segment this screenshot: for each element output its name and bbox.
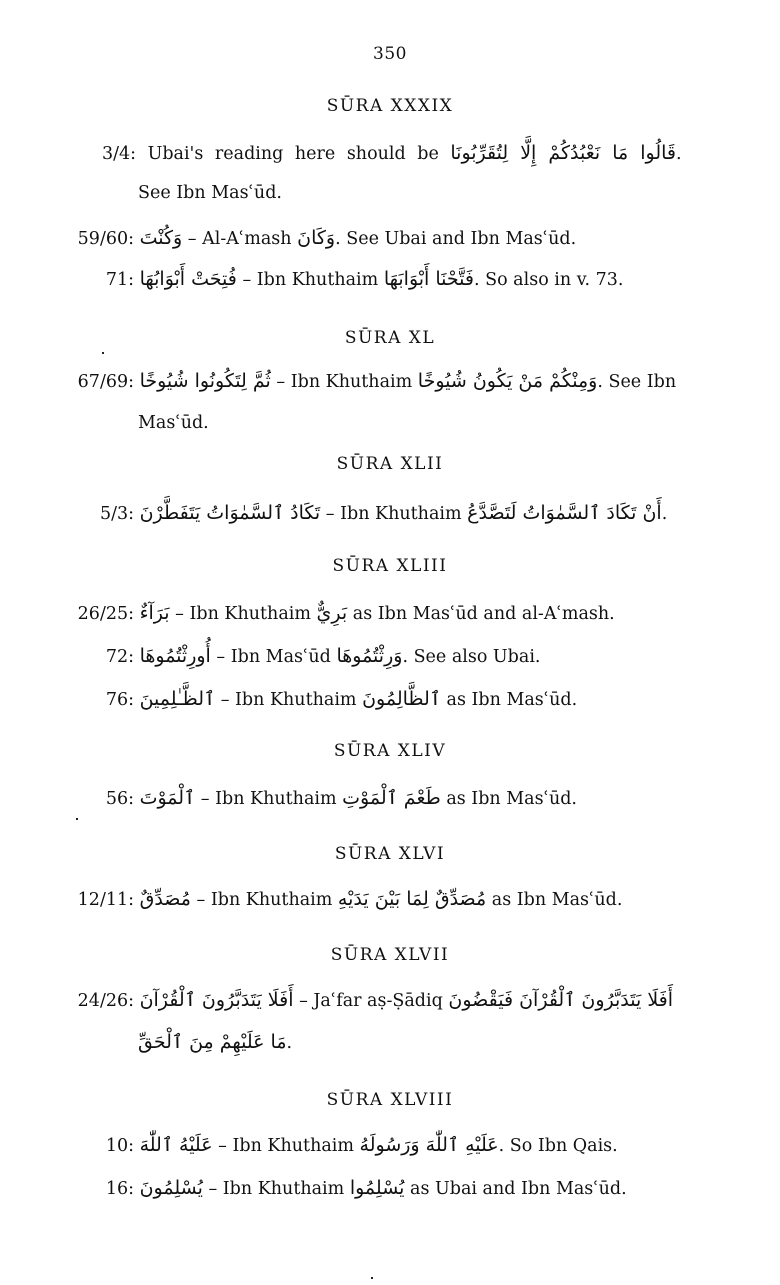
verse-ref: 71: — [105, 270, 134, 290]
entry-text: . See also Ubai. — [402, 647, 541, 667]
verse-ref: 5/3: — [99, 504, 134, 524]
verse-ref: 26/25: — [77, 604, 134, 624]
entry-text: as Ubai and Ibn Masʿūd. — [410, 1179, 627, 1199]
entry-line — [56, 1176, 627, 1201]
entry-line — [56, 644, 540, 669]
entry-text: . — [676, 144, 682, 164]
arabic-text: عَلَيْهِ ٱللّٰهَ وَرَسُولَهُ — [359, 1134, 499, 1156]
arabic-text: بَرِيٌّ — [316, 602, 348, 624]
entry-text: . See Ibn — [597, 372, 677, 392]
entry-line — [56, 1133, 618, 1158]
scan-speck — [76, 818, 78, 820]
arabic-text: مُصَدِّقٌ لِمَا بَيْنَ يَدَيْهِ — [337, 888, 487, 910]
entry-text: as Ibn Masʿūd. — [491, 890, 623, 910]
verse-ref: 16: — [105, 1179, 134, 1199]
scan-speck — [371, 1277, 373, 1279]
arabic-text: أَفَلَا يَتَدَبَّرُونَ ٱلْقُرْآنَ فَيَقْضُونَ — [448, 989, 674, 1011]
entry-text: – Ibn Khuthaim — [196, 890, 333, 910]
scan-speck — [102, 352, 104, 354]
entry-line — [56, 988, 673, 1013]
arabic-text: ٱلظَّالِمُونَ — [362, 688, 441, 710]
arabic-text: يُسْلِمُوا — [349, 1177, 405, 1199]
verse-ref: 59/60: — [77, 229, 134, 249]
page-number: 350 — [373, 44, 407, 64]
entry-text: . See Ubai and Ibn Masʿūd. — [335, 229, 577, 249]
entry-text: – Ibn Khuthaim — [175, 604, 311, 624]
verse-ref: 72: — [105, 647, 134, 667]
sura-heading: SŪRA XLIV — [333, 741, 447, 761]
arabic-text: أَفَلَا يَتَدَبَّرُونَ ٱلْقُرْآنَ — [139, 989, 294, 1011]
arabic-text: فُتِحَتْ أَبْوَابُهَا — [139, 268, 237, 290]
entry-continuation: See Ibn Masʿūd. — [138, 183, 282, 203]
verse-ref: 67/69: — [77, 372, 134, 392]
entry-line — [56, 501, 667, 526]
arabic-text: وَمِنْكُمْ مَنْ يَكُونُ شُيُوخًا — [417, 370, 598, 392]
arabic-text: أَنْ تَكَادَ ٱلسَّمٰوَاتُ لَتَصَّدَّعُ — [467, 502, 662, 524]
arabic-text: وَكَانَ — [297, 227, 336, 249]
arabic-text: ثُمَّ لِتَكُونُوا شُيُوخًا — [139, 370, 271, 392]
entry-text: as Ibn Masʿūd. — [446, 690, 578, 710]
entry-line — [56, 687, 577, 712]
arabic-text: تَكَادُ ٱلسَّمٰوَاتُ يَتَفَطَّرْنَ — [139, 502, 321, 524]
verse-ref: 12/11: — [77, 890, 134, 910]
sura-heading: SŪRA XLVII — [330, 945, 450, 965]
entry-text: Ubai's reading here should be — [147, 144, 439, 164]
entry-line — [88, 141, 682, 166]
arabic-text: بَرَآءٌ — [139, 602, 170, 624]
entry-text: – Ibn Khuthaim — [242, 270, 379, 290]
entry-text: . — [661, 504, 668, 524]
entry-line — [56, 601, 615, 626]
arabic-text: عَلَيْهُ ٱللّٰهَ — [139, 1134, 213, 1156]
entry-text: – Ibn Khuthaim — [218, 1136, 354, 1156]
entry-text: as Ibn Masʿūd and al-Aʿmash. — [352, 604, 615, 624]
entry-text: . So also in v. 73. — [473, 270, 624, 290]
arabic-text: قَالُوا مَا نَعْبُدُكُمْ إِلَّا لِتُقَرِّبُونَا — [450, 142, 677, 164]
entry-text: – Ibn Khuthaim — [325, 504, 462, 524]
entry-line — [56, 887, 622, 912]
sura-heading: SŪRA XLVI — [334, 844, 446, 864]
arabic-text: وَكُنْتَ — [139, 227, 183, 249]
entry-text: – Ibn Khuthaim — [220, 690, 357, 710]
entry-line — [56, 786, 577, 811]
verse-ref: 24/26: — [77, 991, 134, 1011]
entry-text: as Ibn Masʿūd. — [446, 789, 577, 809]
arabic-text: وَرِثْتُمُوهَا — [336, 645, 403, 667]
entry-continuation — [138, 1030, 292, 1055]
entry-text: . — [286, 1033, 293, 1053]
sura-heading: SŪRA XLVIII — [326, 1090, 454, 1110]
entry-text: – Jaʿfar aṣ-Ṣādiq — [299, 991, 443, 1011]
arabic-text: طَعْمَ ٱلْمَوْتِ — [342, 787, 441, 809]
sura-heading: SŪRA XXXIX — [326, 96, 454, 116]
entry-text: . So Ibn Qais. — [498, 1136, 618, 1156]
verse-ref: 56: — [105, 789, 134, 809]
entry-line — [56, 226, 576, 251]
entry-line — [56, 267, 624, 292]
sura-heading: SŪRA XLIII — [332, 556, 448, 576]
arabic-text: أُورِثْتُمُوهَا — [139, 645, 211, 667]
entry-continuation: Masʿūd. — [138, 413, 209, 433]
entry-text: – Ibn Khuthaim — [200, 789, 337, 809]
arabic-text: فَتَّحْنَا أَبْوَابَهَا — [383, 268, 474, 290]
arabic-text: ٱلظَّـٰلِمِينَ — [139, 688, 216, 710]
entry-line — [56, 369, 676, 394]
verse-ref: 10: — [105, 1136, 134, 1156]
entry-text: – Ibn Masʿūd — [216, 647, 331, 667]
verse-ref: 76: — [105, 690, 134, 710]
sura-heading: SŪRA XL — [344, 328, 436, 348]
arabic-text: مُصَدِّقٌ — [139, 888, 191, 910]
arabic-text: مَا عَلَيْهِمْ مِنَ ٱلْحَقِّ — [138, 1031, 287, 1053]
sura-heading: SŪRA XLII — [336, 454, 444, 474]
arabic-text: يُسْلِمُونَ — [139, 1177, 203, 1199]
arabic-text: ٱلْمَوْتَ — [139, 787, 196, 809]
entry-text: – Ibn Khuthaim — [276, 372, 413, 392]
verse-ref: 3/4: — [101, 144, 136, 164]
entry-text: – Ibn Khuthaim — [208, 1179, 345, 1199]
entry-text: – Al-Aʿmash — [187, 229, 292, 249]
